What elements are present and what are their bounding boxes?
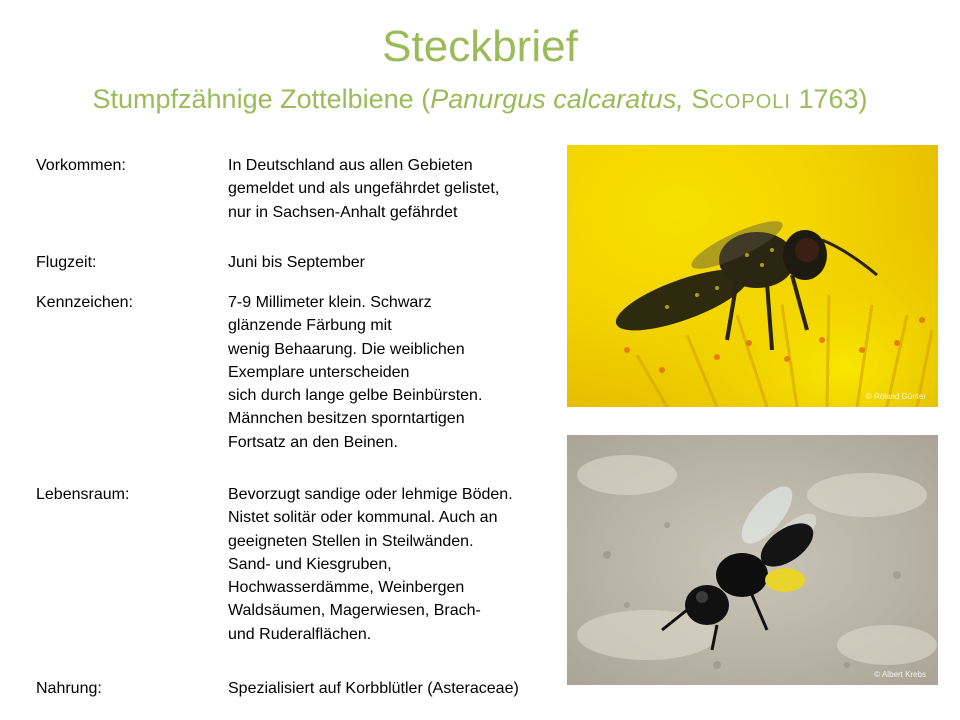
value-line: Bevorzugt sandige oder lehmige Böden. — [228, 486, 513, 503]
row-value — [228, 154, 573, 224]
row-value — [228, 291, 573, 454]
value-line: In Deutschland aus allen Gebieten — [228, 157, 473, 174]
bee-on-sand-photo — [567, 435, 938, 685]
value-line: Fortsatz an den Beinen. — [228, 433, 398, 451]
value-line: Nistet solitär oder kommunal. Auch an — [228, 509, 498, 527]
value-line: Spezialisiert auf Korbblütler (Asteraceae) — [228, 680, 519, 697]
row-label: Vorkommen: — [36, 157, 126, 174]
subtitle-latin-name: Panurgus calcaratus, — [430, 84, 684, 114]
row-value — [228, 483, 573, 646]
value-line: Männchen besitzen sporntartigen — [228, 410, 465, 428]
row-label: Nahrung: — [36, 680, 102, 697]
value-line: wenig Behaarung. Die weiblichen — [228, 340, 465, 358]
slide-title: Steckbrief — [382, 22, 578, 71]
subtitle-author-rest: COPOLI — [709, 91, 791, 113]
value-line: gemeldet und als ungefährdet gelistet, — [228, 180, 500, 198]
value-line: 7-9 Millimeter klein. Schwarz — [228, 294, 432, 311]
photo-credit-bottom: © Albert Krebs — [874, 670, 926, 679]
value-line: Waldsäumen, Magerwiesen, Brach- — [228, 602, 481, 620]
slide-subtitle — [0, 82, 960, 119]
value-line: Hochwasserdämme, Weinbergen — [228, 579, 465, 597]
value-line: nur in Sachsen-Anhalt gefährdet — [228, 203, 458, 221]
row-label: Kennzeichen: — [36, 294, 133, 311]
bee-on-flower-illustration — [567, 145, 938, 407]
value-line: geeigneten Stellen in Steilwänden. — [228, 532, 474, 550]
value-line: Exemplare unterscheiden — [228, 363, 410, 381]
subtitle-year: 1763) — [798, 84, 868, 114]
row-value — [228, 251, 573, 274]
subtitle-author-initial: S — [691, 84, 710, 114]
row-label: Flugzeit: — [36, 254, 97, 271]
value-line: Sand- und Kiesgruben, — [228, 555, 392, 573]
subtitle-common-name: Stumpfzähnige Zottelbiene ( — [92, 84, 431, 114]
value-line: Juni bis September — [228, 254, 365, 271]
bee-on-flower-photo — [567, 145, 938, 407]
value-line: und Ruderalflächen. — [228, 625, 372, 643]
bee-on-sand-illustration — [567, 435, 938, 685]
row-value — [228, 677, 573, 700]
row-label: Lebensraum: — [36, 486, 130, 503]
photo-credit-top: © Roland Günter — [865, 392, 926, 401]
value-line: glänzende Färbung mit — [228, 317, 392, 335]
value-line: sich durch lange gelbe Beinbürsten. — [228, 387, 483, 405]
